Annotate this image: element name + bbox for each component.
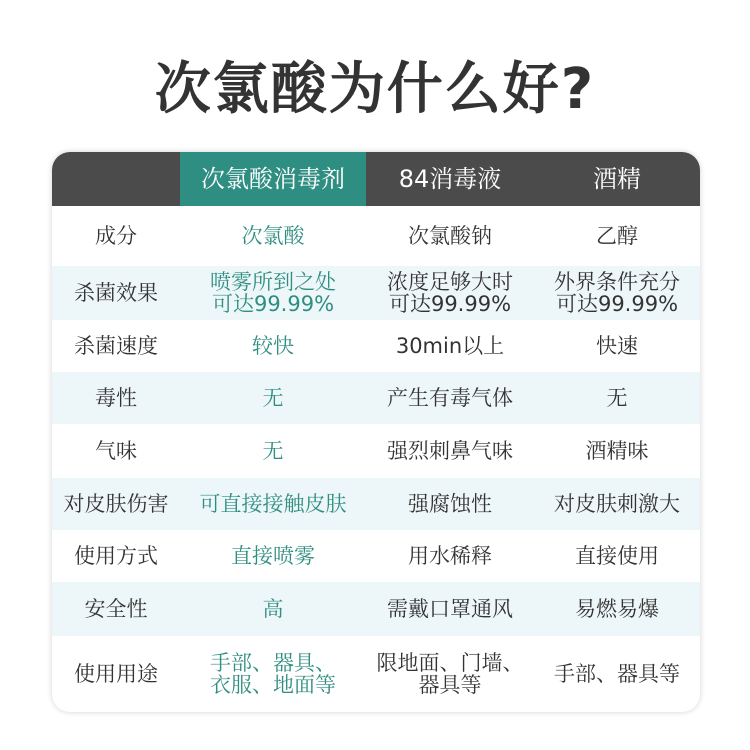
table-row (52, 206, 700, 266)
cell-hypochlorous (180, 478, 366, 530)
row-label: 使用用途 (74, 662, 158, 686)
cell-84 (366, 636, 534, 712)
cell-line: 手部、器具、 (210, 651, 336, 675)
cell-hypochlorous (180, 266, 366, 320)
cell-hypochlorous (180, 530, 366, 582)
header-cell-hypochlorous: 次氯酸消毒剂 (180, 152, 366, 206)
cell-hypochlorous (180, 424, 366, 478)
cell-line: 可达99.99% (388, 292, 512, 316)
cell-line: 用水稀释 (408, 544, 492, 568)
cell-line: 次氯酸 (241, 224, 305, 248)
cell-line: 30min以上 (395, 334, 505, 358)
cell-84 (366, 424, 534, 478)
cell-hypochlorous (180, 320, 366, 372)
cell-line: 可达99.99% (555, 292, 679, 316)
cell-line: 外界条件充分 (554, 270, 680, 294)
comparison-table (52, 152, 700, 712)
cell-line: 可达99.99% (211, 292, 335, 316)
cell-alcohol (534, 582, 700, 636)
cell-84 (366, 582, 534, 636)
cell-84 (366, 372, 534, 424)
header-cell-84: 84消毒液 (398, 165, 502, 193)
cell-line: 直接使用 (575, 544, 659, 568)
cell-alcohol (534, 530, 700, 582)
cell-line: 强烈刺鼻气味 (387, 439, 513, 463)
cell-line: 浓度足够大时 (387, 270, 513, 294)
cell-84 (366, 266, 534, 320)
row-label: 杀菌速度 (74, 334, 158, 358)
cell-line: 酒精味 (585, 439, 649, 463)
cell-hypochlorous (180, 582, 366, 636)
cell-line: 产生有毒气体 (387, 386, 513, 410)
cell-alcohol (534, 478, 700, 530)
cell-line: 高 (262, 597, 284, 621)
cell-line: 无 (262, 439, 284, 463)
cell-line: 限地面、门墙、 (376, 651, 524, 675)
row-label: 使用方式 (74, 544, 158, 568)
table-header (52, 152, 700, 206)
cell-alcohol (534, 320, 700, 372)
row-label: 安全性 (84, 597, 148, 621)
cell-line: 可直接接触皮肤 (199, 492, 347, 516)
table-row (52, 636, 700, 712)
cell-line: 直接喷雾 (231, 544, 315, 568)
cell-alcohol (534, 636, 700, 712)
table-row (52, 266, 700, 320)
table-row (52, 530, 700, 582)
row-label: 毒性 (95, 386, 137, 410)
table-row (52, 320, 700, 372)
cell-line: 器具等 (418, 673, 482, 697)
cell-line: 快速 (596, 334, 638, 358)
cell-84 (366, 206, 534, 266)
cell-line: 较快 (252, 334, 294, 358)
header-cell-empty (52, 152, 180, 206)
table-row (52, 372, 700, 424)
cell-line: 需戴口罩通风 (387, 597, 513, 621)
cell-line: 乙醇 (596, 224, 638, 248)
cell-alcohol (534, 424, 700, 478)
cell-alcohol (534, 372, 700, 424)
row-label: 杀菌效果 (74, 281, 158, 305)
table-row (52, 582, 700, 636)
row-label: 气味 (95, 439, 137, 463)
header-cell-alcohol: 酒精 (593, 165, 641, 193)
cell-alcohol (534, 206, 700, 266)
cell-hypochlorous (180, 206, 366, 266)
cell-line: 对皮肤刺激大 (554, 492, 680, 516)
cell-hypochlorous (180, 372, 366, 424)
page-title: 次氯酸为什么好? (154, 57, 596, 122)
cell-line: 衣服、地面等 (210, 673, 336, 697)
cell-line: 无 (262, 386, 284, 410)
cell-line: 易燃易爆 (575, 597, 659, 621)
row-label: 成分 (95, 224, 137, 248)
cell-hypochlorous (180, 636, 366, 712)
cell-84 (366, 478, 534, 530)
cell-84 (366, 530, 534, 582)
cell-line: 强腐蚀性 (408, 492, 492, 516)
cell-line: 喷雾所到之处 (210, 270, 336, 294)
cell-alcohol (534, 266, 700, 320)
table-row (52, 424, 700, 478)
cell-line: 无 (606, 386, 628, 410)
cell-line: 手部、器具等 (554, 662, 680, 686)
row-label: 对皮肤伤害 (63, 492, 169, 516)
table-row (52, 478, 700, 530)
cell-line: 次氯酸钠 (408, 224, 492, 248)
cell-84 (366, 320, 534, 372)
